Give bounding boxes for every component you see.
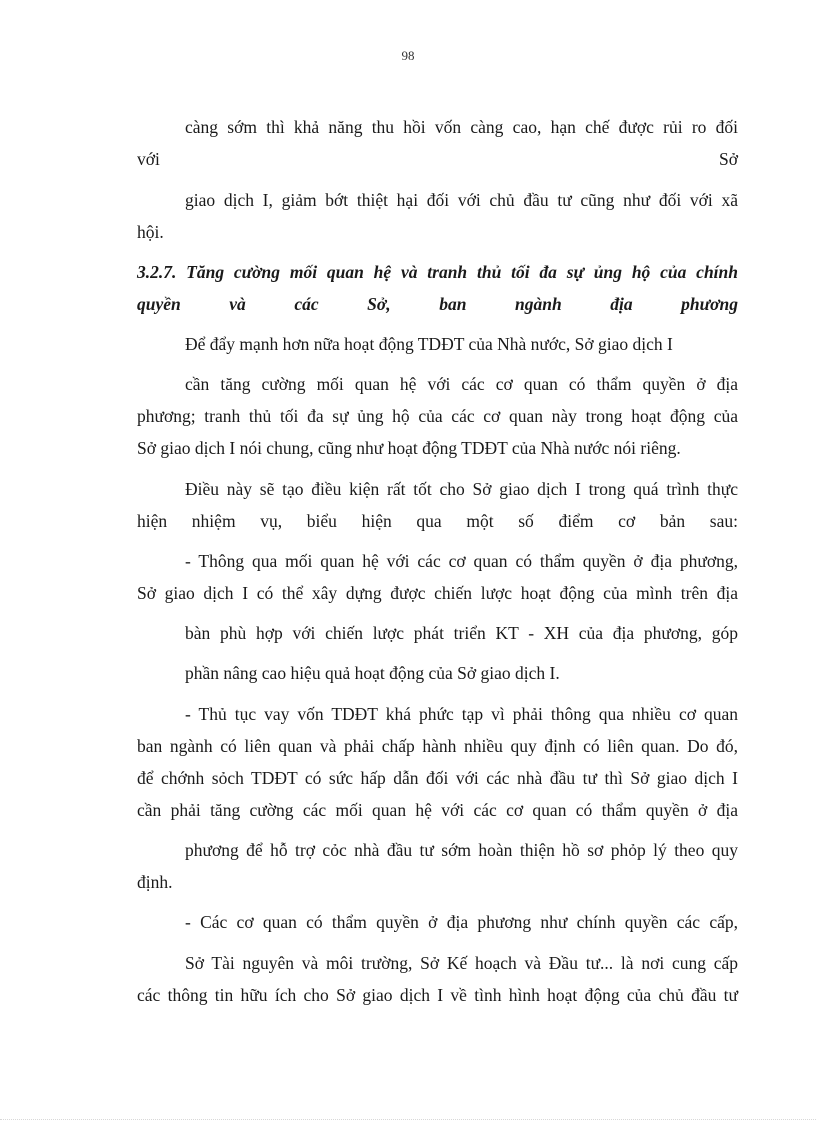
- text-line: Sở giao dịch I có thể xây dựng được chiến lược hoạt động của mình trên địa: [137, 583, 738, 603]
- text-line: giao dịch I, giảm bớt thiệt hại đối với chủ đầu tư cũng như đối với xã: [185, 190, 738, 210]
- text-line: hội.: [137, 222, 164, 242]
- text-line: Sở Tài nguyên và môi trường, Sở Kế hoạch và Đầu tư... là nơi cung cấp: [185, 953, 738, 973]
- text-line: với: [137, 149, 160, 169]
- text-line: để chớnh sỏch TDĐT có sức hấp dẫn đối với các nhà đầu tư thì Sở giao dịch I: [137, 768, 738, 788]
- text-line: ban ngành có liên quan và phải chấp hành nhiều quy định có liên quan. Do đó,: [137, 736, 738, 756]
- text-line: Điều này sẽ tạo điều kiện rất tốt cho Sở giao dịch I trong quá trình thực: [185, 479, 738, 499]
- text-line: phương; tranh thủ tối đa sự ủng hộ của các cơ quan này trong hoạt động của: [137, 406, 738, 426]
- text-line: - Thủ tục vay vốn TDĐT khá phức tạp vì phải thông qua nhiều cơ quan: [185, 704, 738, 724]
- section-heading: quyền và các Sở, ban ngành địa phương: [137, 294, 738, 314]
- text-line: cần phải tăng cường các mối quan hệ với các cơ quan có thẩm quyền ở địa: [137, 800, 738, 820]
- text-line: cần tăng cường mối quan hệ với các cơ quan có thẩm quyền ở địa: [185, 374, 738, 394]
- text-line: Sở: [719, 149, 738, 169]
- section-heading: 3.2.7. Tăng cường mối quan hệ và tranh thủ tối đa sự ủng hộ của chính: [137, 262, 738, 282]
- text-line: - Thông qua mối quan hệ với các cơ quan có thẩm quyền ở địa phương,: [185, 551, 738, 571]
- text-line: càng sớm thì khả năng thu hồi vốn càng cao, hạn chế được rủi ro đối: [185, 117, 738, 137]
- text-line: Sở giao dịch I nói chung, cũng như hoạt động TDĐT của Nhà nước nói riêng.: [137, 438, 681, 458]
- text-line: bàn phù hợp với chiến lược phát triển KT - XH của địa phương, góp: [185, 623, 738, 643]
- page-bottom-rule: [0, 1119, 816, 1120]
- text-line: phần nâng cao hiệu quả hoạt động của Sở giao dịch I.: [185, 663, 560, 683]
- text-line: - Các cơ quan có thẩm quyền ở địa phương như chính quyền các cấp,: [185, 912, 738, 932]
- text-line: Để đẩy mạnh hơn nữa hoạt động TDĐT của Nhà nước, Sở giao dịch I: [185, 334, 673, 354]
- text-line: định.: [137, 872, 173, 892]
- text-line: các thông tin hữu ích cho Sở giao dịch I về tình hình hoạt động của chủ đầu tư: [137, 985, 738, 1005]
- text-line: hiện nhiệm vụ, biểu hiện qua một số điểm cơ bản sau:: [137, 511, 738, 531]
- page-number: 98: [401, 48, 415, 63]
- text-line: phương để hỗ trợ cỏc nhà đầu tư sớm hoàn thiện hồ sơ phỏp lý theo quy: [185, 840, 738, 860]
